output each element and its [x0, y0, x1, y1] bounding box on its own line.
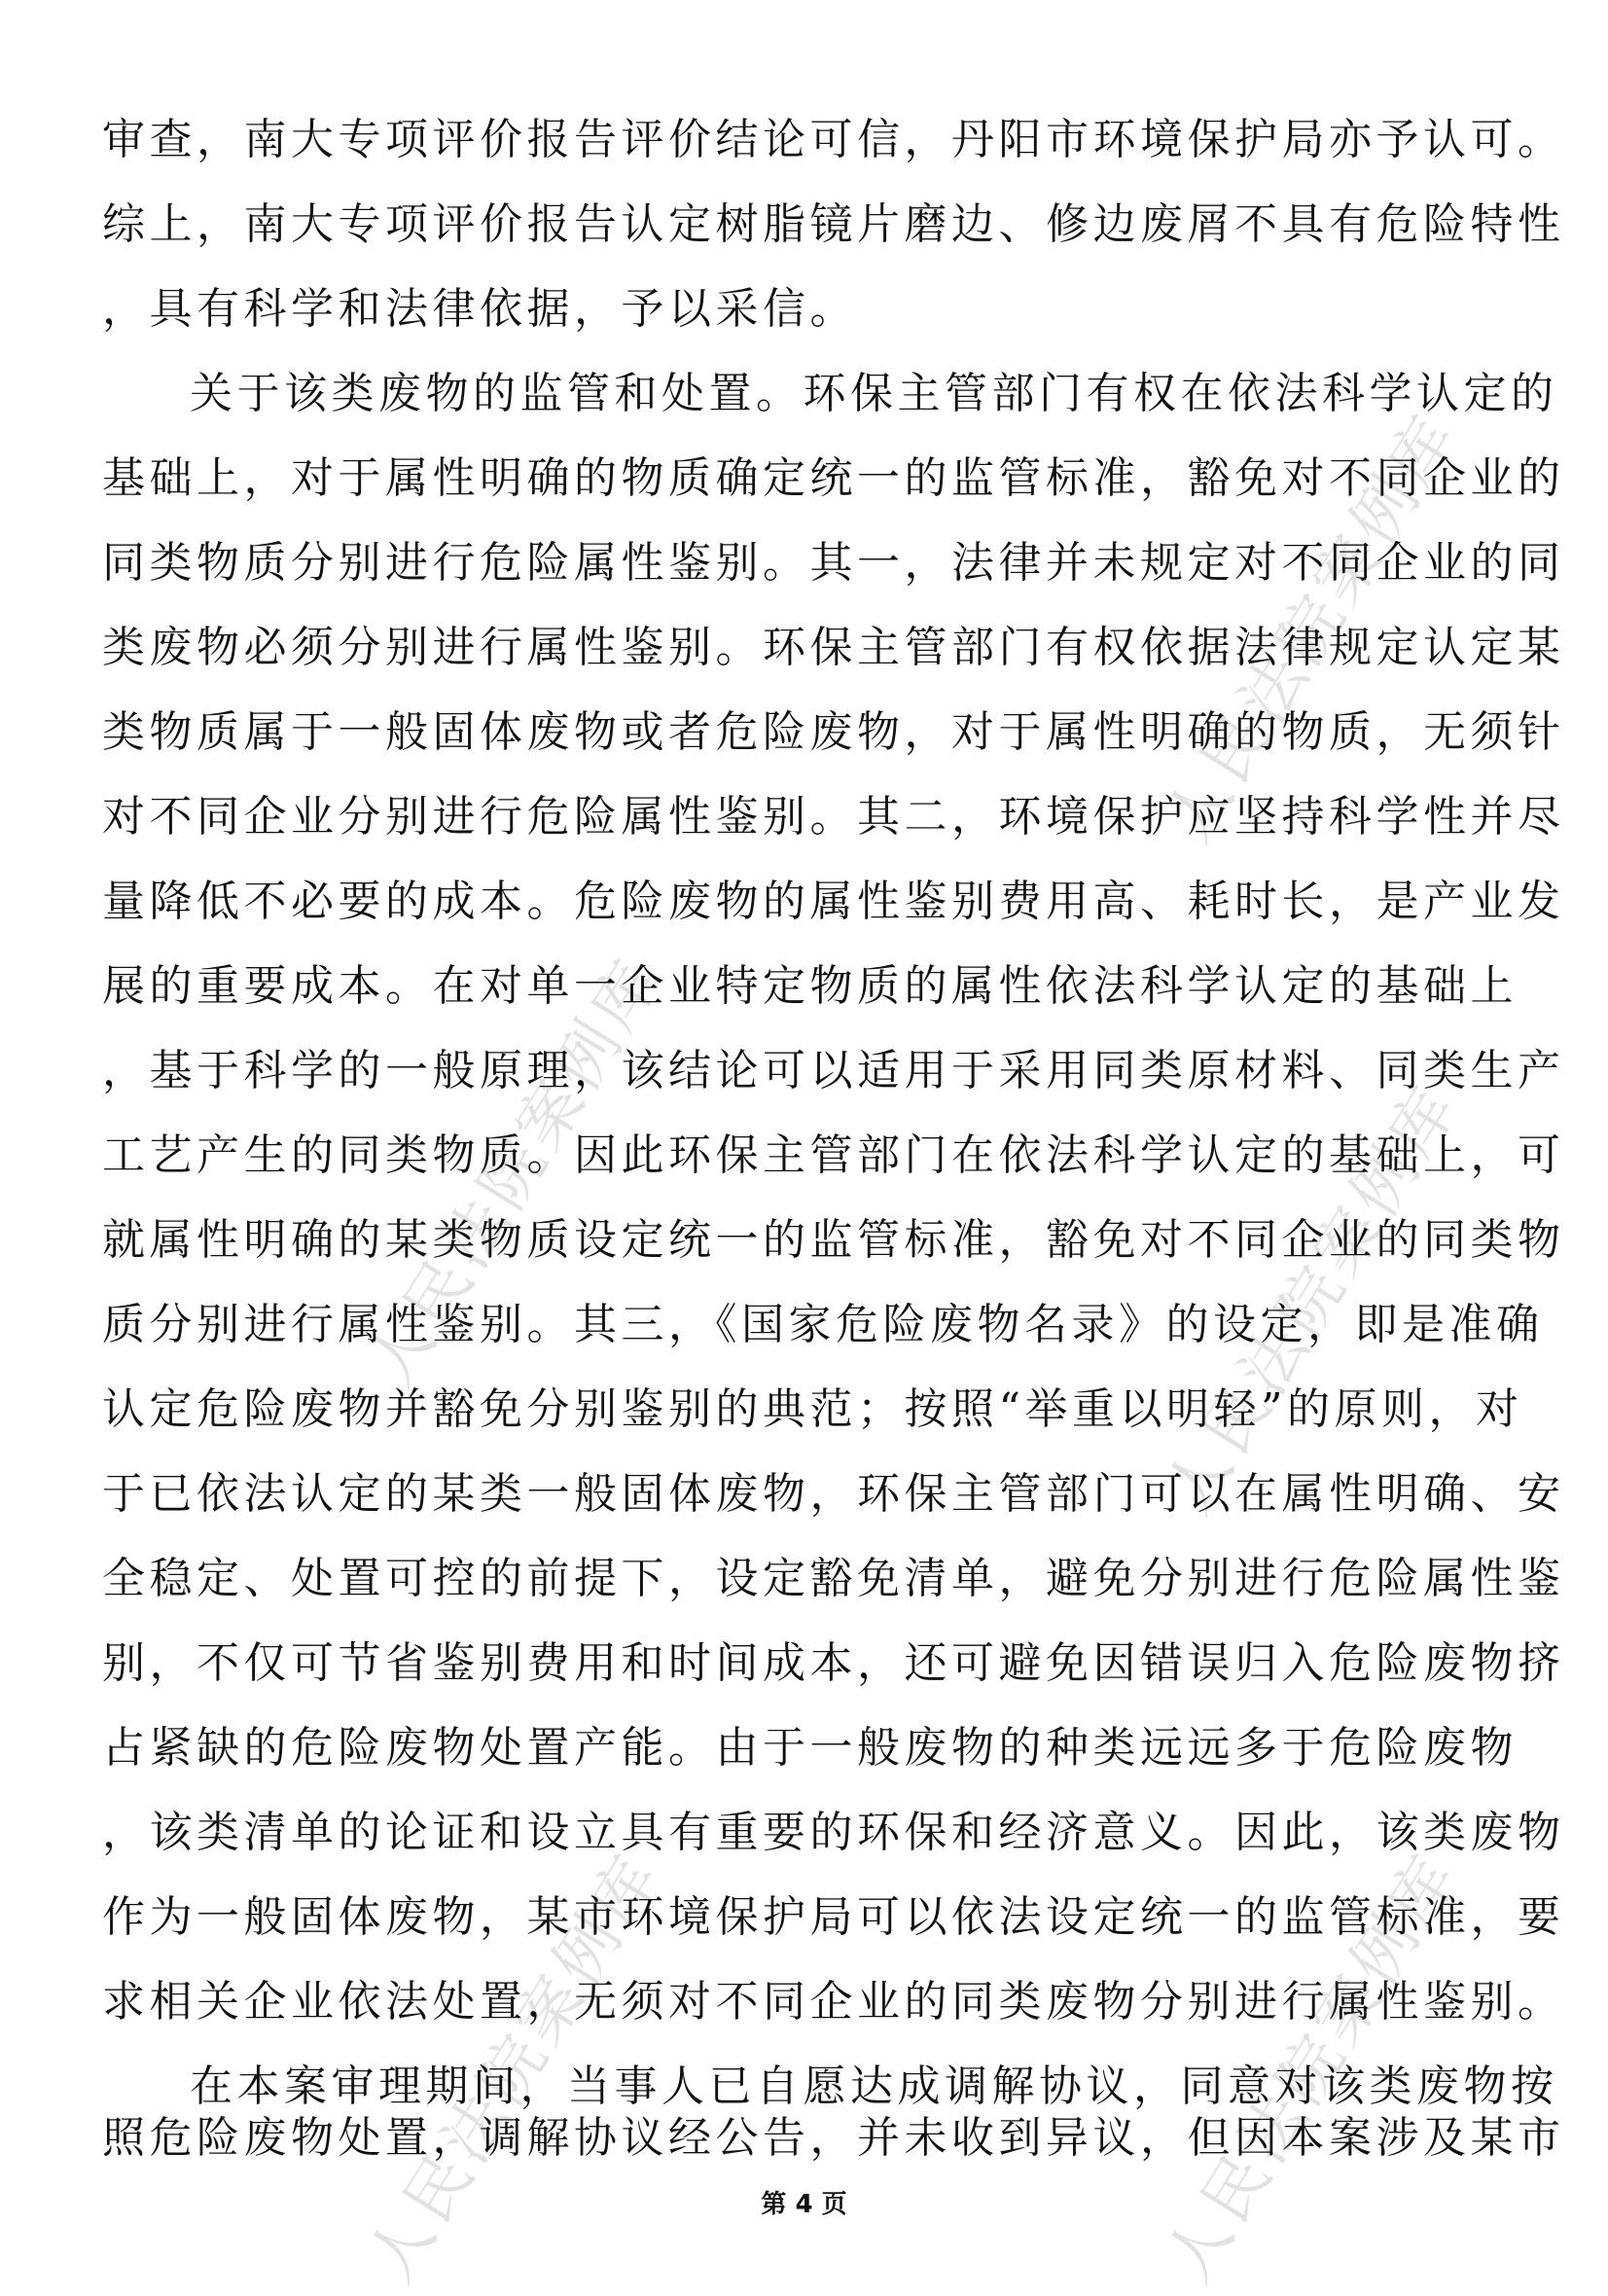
- text-line: 照危险废物处置，调解协议经公告，并未收到异议，但因本案涉及某市: [102, 2113, 1565, 2163]
- text-line: 占紧缺的危险废物处置产能。由于一般废物的种类远远多于危险废物: [102, 1723, 1518, 1773]
- text-line: 于已依法认定的某类一般固体废物，环保主管部门可以在属性明确、安: [102, 1469, 1565, 1519]
- text-line: 工艺产生的同类物质。因此环保主管部门在依法科学认定的基础上，可: [102, 1130, 1565, 1180]
- text-line: 全稳定、处置可控的前提下，设定豁免清单，避免分别进行危险属性鉴: [102, 1554, 1565, 1603]
- text-line: 质分别进行属性鉴别。其三，《国家危险废物名录》的设定，即是准确: [102, 1300, 1544, 1349]
- page-number: 第 4 页: [761, 2190, 847, 2219]
- text-line: 作为一般固体废物，某市环境保护局可以依法设定统一的监管标准，要: [102, 1892, 1565, 1942]
- text-line: ，具有科学和法律依据，予以采信。: [102, 284, 857, 334]
- paragraph-start-line: 关于该类废物的监管和处置。环保主管部门有权在依法科学认定的: [190, 369, 1558, 418]
- watermark-middle-right: 人民法院案例库: [1150, 1070, 1475, 1526]
- text-line: 就属性明确的某类物质设定统一的监管标准，豁免对不同企业的同类物: [102, 1215, 1565, 1265]
- watermark-middle-left: 人民法院案例库: [352, 944, 677, 1400]
- text-line: 别，不仅可节省鉴别费用和时间成本，还可避免因错误归入危险废物挤: [102, 1638, 1565, 1688]
- text-line: 基础上，对于属性明确的物质确定统一的监管标准，豁免对不同企业的: [102, 453, 1565, 503]
- text-line: 认定危险废物并豁免分别鉴别的典范；按照“举重以明轻”的原则，对: [102, 1384, 1523, 1434]
- text-line: 类物质属于一般固体废物或者危险废物，对于属性明确的物质，无须针: [102, 707, 1565, 757]
- watermark-bottom-left: 人民法院案例库: [352, 1839, 677, 2295]
- text-line: 同类物质分别进行危险属性鉴别。其一，法律并未规定对不同企业的同: [102, 538, 1565, 588]
- text-line: 量降低不必要的成本。危险废物的属性鉴别费用高、耗时长，是产业发: [102, 877, 1565, 926]
- text-line: 展的重要成本。在对单一企业特定物质的属性依法科学认定的基础上: [102, 961, 1518, 1011]
- text-line: 对不同企业分别进行危险属性鉴别。其二，环境保护应坚持科学性并尽: [102, 792, 1565, 842]
- text-line: ，该类清单的论证和设立具有重要的环保和经济意义。因此，该类废物: [102, 1808, 1565, 1857]
- text-line: 审查，南大专项评价报告评价结论可信，丹阳市环境保护局亦予认可。: [102, 115, 1565, 164]
- text-line: 求相关企业依法处置，无须对不同企业的同类废物分别进行属性鉴别。: [102, 1977, 1565, 2027]
- watermark-top-right: 人民法院案例库: [1150, 399, 1475, 855]
- text-line: ，基于科学的一般原理，该结论可以适用于采用同类原材料、同类生产: [102, 1046, 1565, 1095]
- text-line: 综上，南大专项评价报告认定树脂镜片磨边、修边废屑不具有危险特性: [102, 199, 1565, 249]
- watermark-bottom-right: 人民法院案例库: [1150, 1839, 1475, 2295]
- paragraph-start-line: 在本案审理期间，当事人已自愿达成调解协议，同意对该类废物按: [190, 2062, 1558, 2111]
- text-line: 类废物必须分别进行属性鉴别。环保主管部门有权依据法律规定认定某: [102, 623, 1565, 672]
